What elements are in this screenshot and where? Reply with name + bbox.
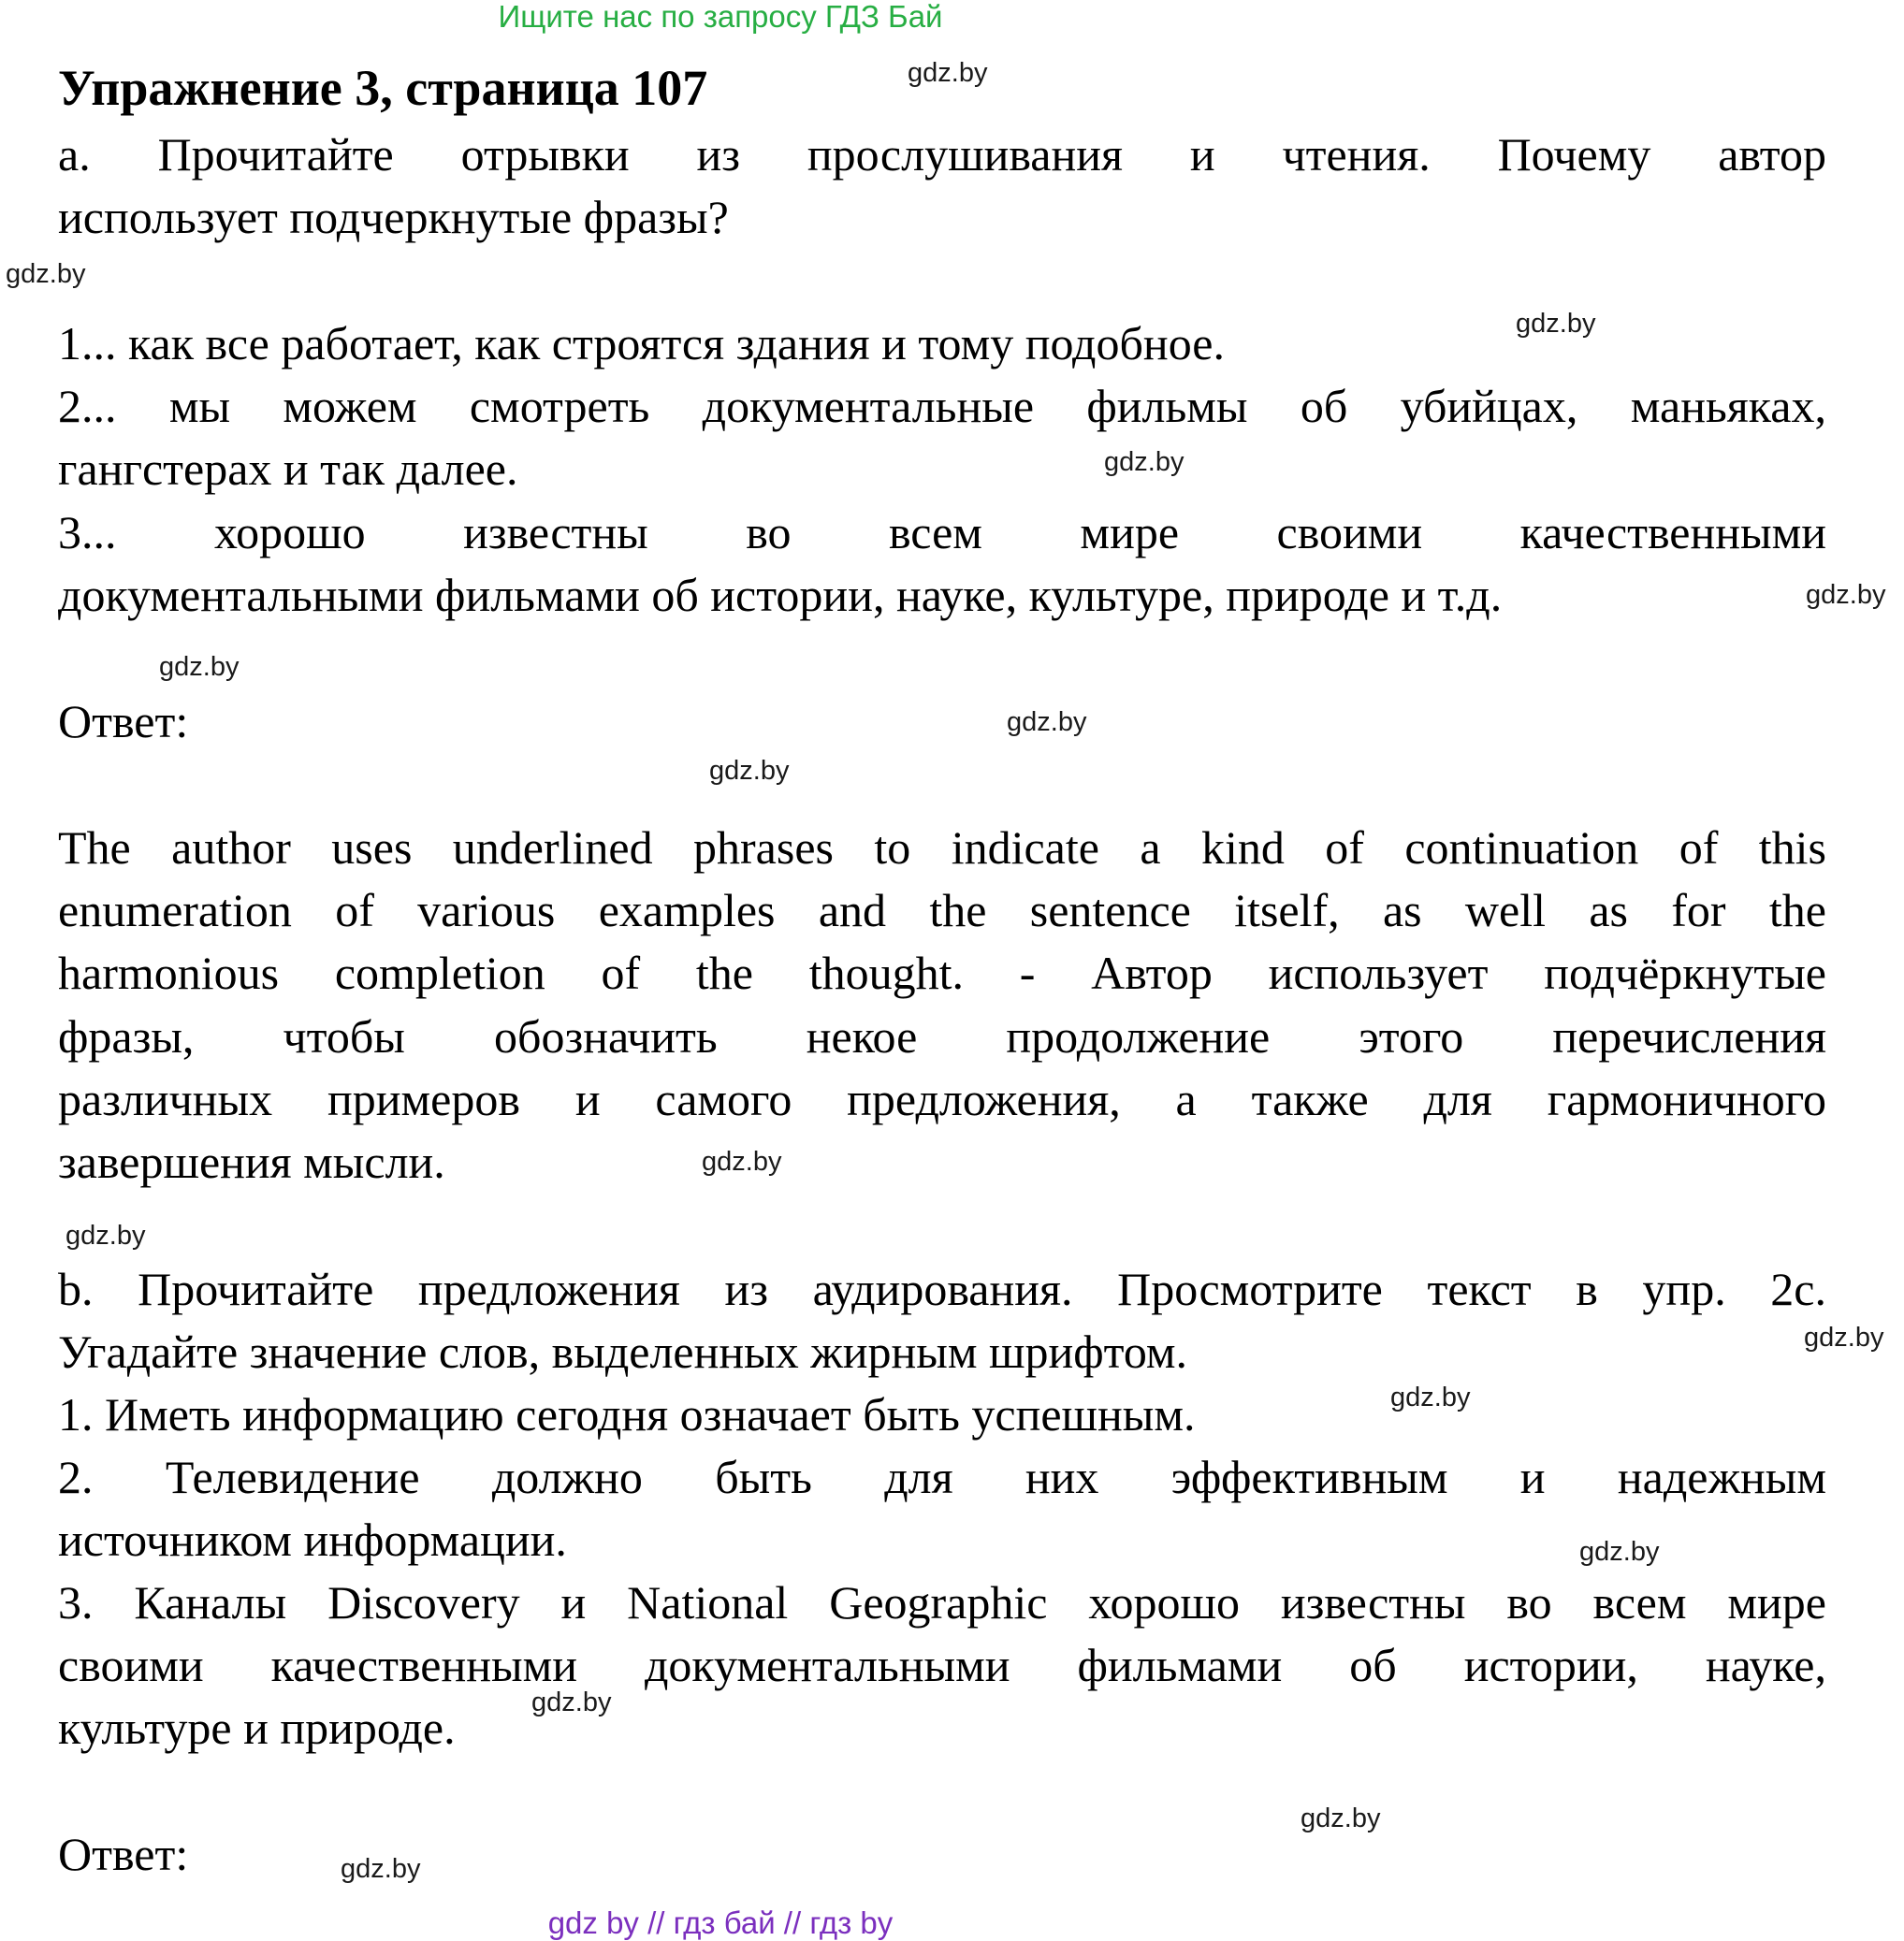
task-a-line-2: использует подчеркнутые фразы? <box>58 191 729 243</box>
watermark: gdz.by <box>159 652 240 682</box>
answer-a-line-1: The author uses underlined phrases to indicate a kind of continuation of this <box>58 821 1826 874</box>
task-a-item-2-line-2: гангстерах и так далее. <box>58 442 518 495</box>
answer-a-line-2: enumeration of various examples and the sentence itself, as well as for the <box>58 884 1826 936</box>
page-title: Упражнение 3, страница 107 <box>58 60 708 116</box>
answer-a-line-6: завершения мысли. <box>58 1136 445 1188</box>
task-b-item-2-line-2: источником информации. <box>58 1514 567 1566</box>
watermark: gdz.by <box>65 1221 146 1251</box>
answer-a-line-3: harmonious completion of the thought. - Автор использует подчёркнутые <box>58 947 1826 999</box>
watermark: gdz.by <box>709 756 790 786</box>
watermark: gdz.by <box>702 1147 782 1177</box>
watermark: gdz.by <box>531 1688 612 1717</box>
watermark: gdz.by <box>908 58 988 88</box>
task-b-item-1: 1. Иметь информацию сегодня означает быть успешным. <box>58 1388 1196 1441</box>
answer-a-line-4: фразы, чтобы обозначить некое продолжение этого перечисления <box>58 1010 1826 1063</box>
task-b-line-1: b. Прочитайте предложения из аудирования. Просмотрите текст в упр. 2с. <box>58 1263 1826 1315</box>
answer-b-label: Ответ: <box>58 1828 189 1880</box>
watermark: gdz.by <box>1579 1537 1660 1567</box>
task-a-item-1: 1... как все работает, как строятся здания и тому подобное. <box>58 317 1225 369</box>
watermark: gdz.by <box>1007 707 1087 737</box>
task-b-item-2-line-1: 2. Телевидение должно быть для них эффективным и надежным <box>58 1451 1826 1503</box>
task-b-line-2: Угадайте значение слов, выделенных жирным шрифтом. <box>58 1325 1188 1378</box>
watermark: gdz.by <box>1390 1383 1471 1412</box>
answer-a-line-5: различных примеров и самого предложения, а также для гармоничного <box>58 1073 1826 1125</box>
top-banner: Ищите нас по запросу ГДЗ Бай <box>498 0 943 34</box>
watermark: gdz.by <box>1804 1323 1884 1353</box>
watermark: gdz.by <box>1104 447 1185 477</box>
watermark: gdz.by <box>1301 1803 1381 1833</box>
watermark: gdz.by <box>341 1854 421 1884</box>
footer-links: gdz by // гдз бай // гдз by <box>547 1905 894 1940</box>
watermark: gdz.by <box>6 259 86 289</box>
watermark: gdz.by <box>1516 309 1596 339</box>
task-a-item-3-line-2: документальными фильмами об истории, науке, культуре, природе и т.д. <box>58 569 1503 621</box>
task-b-item-3-line-1: 3. Каналы Discovery и National Geographic хорошо известны во всем мире <box>58 1576 1826 1629</box>
task-b-item-3-line-3: культуре и природе. <box>58 1702 456 1754</box>
task-a-line-1: a. Прочитайте отрывки из прослушивания и чтения. Почему автор <box>58 128 1826 181</box>
answer-a-label: Ответ: <box>58 695 189 747</box>
watermark: gdz.by <box>1806 580 1886 610</box>
task-a-item-3-line-1: 3... хорошо известны во всем мире своими качественными <box>58 506 1826 558</box>
task-b-item-3-line-2: своими качественными документальными фильмами об истории, науке, <box>58 1639 1826 1691</box>
task-a-item-2-line-1: 2... мы можем смотреть документальные фильмы об убийцах, маньяках, <box>58 380 1826 432</box>
